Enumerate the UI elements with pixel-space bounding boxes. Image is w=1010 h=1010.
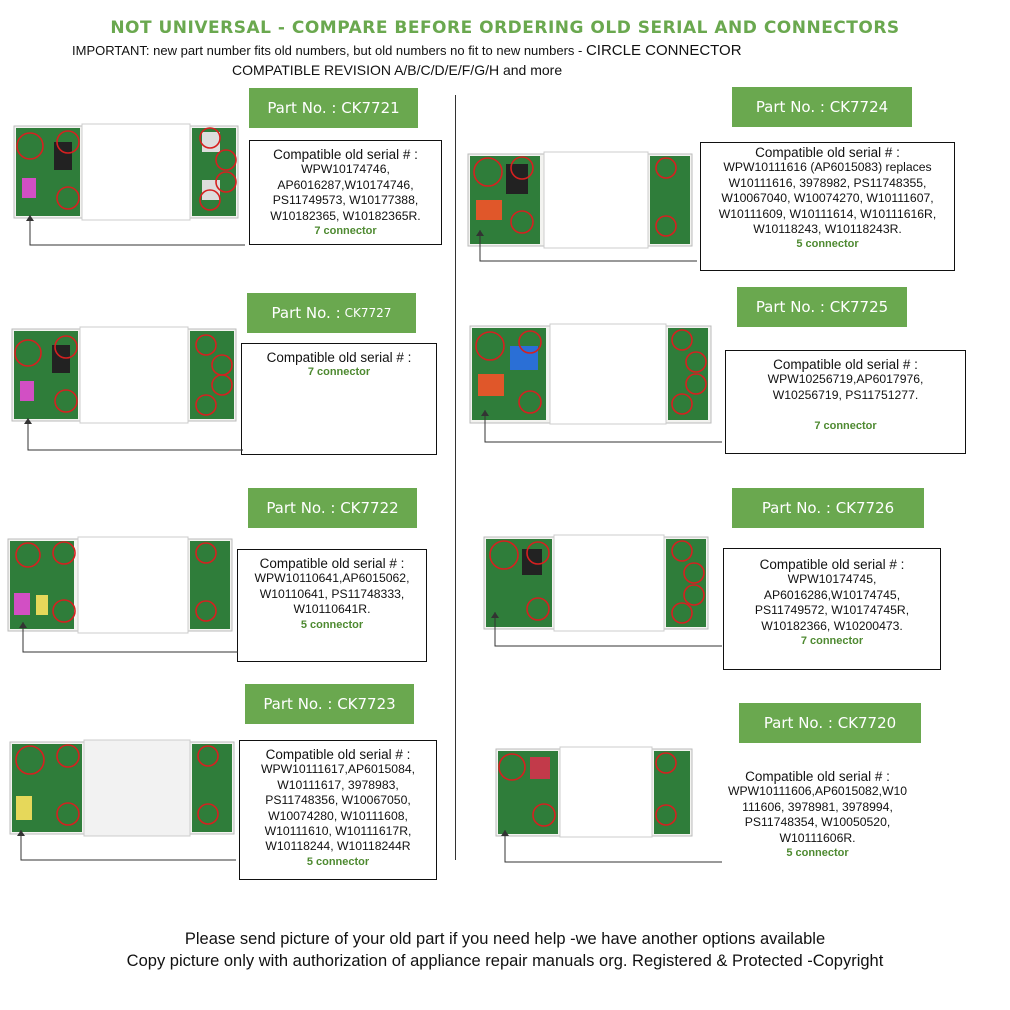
revision-note: COMPATIBLE REVISION A/B/C/D/E/F/G/H and more: [232, 62, 563, 78]
serial-box-ck7725: [725, 350, 966, 454]
serial-line: W10074280, W10111608,: [268, 808, 408, 823]
part-number-label-ck7720: [739, 703, 921, 743]
connector-count: 5 connector: [786, 847, 849, 860]
part-number-label-ck7727: [247, 293, 416, 333]
serial-line: W10111610, W10111617R,: [264, 824, 412, 839]
compat-caption: Compatible old serial # :: [759, 557, 905, 572]
serial-line: PS11748354, W10050520,: [744, 815, 891, 830]
serial-line: WPW10174745,: [787, 572, 877, 587]
serial-box-ck7723: [239, 740, 437, 880]
part-number: CK7724: [829, 98, 889, 116]
serial-line: PS11749572, W10174745R,: [754, 603, 910, 618]
serial-line: AP6016286,W10174745,: [763, 587, 901, 602]
part-label: Part No. :: [755, 298, 825, 316]
serial-line: 111606, 3978981, 3978994,: [742, 799, 893, 814]
serial-line: W10110641, PS11748333,: [259, 586, 405, 601]
part-label: Part No. :: [267, 99, 337, 117]
compat-caption: Compatible old serial # :: [266, 350, 412, 365]
connector-count: 5 connector: [306, 855, 370, 868]
compat-caption: Compatible old serial # :: [755, 145, 900, 160]
serial-line: WPW10111606,AP6015082,W10: [727, 784, 908, 799]
control-board-image-ck7727: [10, 325, 238, 425]
leader-line: [25, 215, 250, 250]
compat-caption: Compatible old serial # :: [259, 556, 405, 571]
headline: NOT UNIVERSAL - COMPARE BEFORE ORDERING OLD SERIAL AND CONNECTORS: [110, 18, 900, 38]
part-number-label-ck7726: [732, 488, 924, 528]
serial-box-ck7727: [241, 343, 437, 455]
control-board-image-ck7721: [12, 122, 240, 222]
serial-box-ck7726: [723, 548, 941, 670]
part-number: CK7720: [837, 714, 897, 732]
important-note: [72, 42, 742, 59]
serial-line: AP6016287,W10174746,: [277, 177, 414, 192]
part-label: Part No. :: [763, 714, 833, 732]
part-number-label-ck7722: [248, 488, 417, 528]
footer-line-copyright: Copy picture only with authorization of appliance repair manuals org. Registered & Protected -Copyright: [126, 952, 884, 970]
serial-box-ck7720: [715, 765, 920, 865]
part-label: Part No. :: [263, 695, 333, 713]
serial-box-ck7724: [700, 142, 955, 271]
leader-line: [475, 230, 700, 266]
connector-count: 7 connector: [800, 635, 864, 648]
compat-caption: Compatible old serial # :: [773, 357, 918, 372]
leader-line: [23, 418, 248, 454]
leader-line: [16, 830, 241, 864]
serial-line: W10182366, W10200473.: [761, 618, 903, 633]
connector-count: 7 connector: [314, 225, 377, 238]
serial-line: W10118243, W10118243R.: [753, 222, 902, 237]
part-number: CK7727: [344, 306, 392, 320]
serial-line: W10182365, W10182365R.: [270, 208, 421, 223]
part-number: CK7721: [341, 99, 400, 117]
leader-line: [490, 612, 725, 650]
part-number: CK7726: [835, 499, 895, 517]
serial-line: WPW10256719,AP6017976,: [767, 372, 924, 387]
serial-line: PS11749573, W10177388,: [272, 193, 419, 208]
part-label: Part No. :: [266, 499, 336, 517]
serial-line: W10111616, 3978982, PS11748355,: [728, 175, 927, 190]
compat-caption: Compatible old serial # :: [273, 147, 418, 162]
footer: [0, 928, 1010, 972]
serial-line: W10256719, PS11751277.: [772, 387, 919, 402]
connector-count: 7 connector: [814, 420, 877, 433]
compat-caption: Compatible old serial # :: [745, 769, 890, 784]
part-number-label-ck7721: [249, 88, 418, 128]
connector-count: 5 connector: [796, 238, 859, 251]
part-number-label-ck7724: [732, 87, 912, 127]
serial-box-ck7721: [249, 140, 442, 245]
serial-line: W10110641R.: [293, 602, 371, 617]
control-board-image-ck7720: [494, 745, 694, 840]
part-number: CK7722: [340, 499, 399, 517]
serial-line: PS11748356, W10067050,: [265, 793, 411, 808]
part-number-label-ck7723: [245, 684, 414, 724]
connector-count: 5 connector: [300, 618, 364, 631]
important-text: IMPORTANT: new part number fits old numbers, but old numbers no fit to new numbers -: [72, 43, 586, 58]
circle-connector-text: CIRCLE CONNECTOR: [585, 42, 742, 59]
part-label: Part No. :: [755, 98, 825, 116]
serial-box-ck7722: [237, 549, 427, 662]
control-board-image-ck7722: [6, 535, 234, 635]
serial-line: WPW10110641,AP6015062,: [254, 571, 410, 586]
connector-count: 7 connector: [307, 366, 371, 379]
part-label: Part No. :: [761, 499, 831, 517]
leader-line: [500, 830, 725, 866]
leader-line: [480, 410, 725, 446]
serial-line: W10111606R.: [779, 830, 856, 845]
compat-caption: Compatible old serial # :: [265, 747, 411, 762]
serial-line: WPW10174746,: [301, 162, 390, 177]
part-number-label-ck7725: [737, 287, 907, 327]
serial-line: W10067040, W10074270, W10111607,: [721, 191, 934, 206]
serial-line: W10111609, W10111614, W10111616R,: [718, 206, 937, 221]
footer-line-help: Please send picture of your old part if you need help -we have another options available: [184, 930, 826, 948]
serial-line: WPW10111617,AP6015084,: [260, 762, 416, 777]
control-board-image-ck7723: [8, 738, 236, 838]
leader-line: [18, 622, 243, 656]
part-label: Part No. :: [271, 304, 341, 322]
column-divider: [455, 95, 456, 860]
serial-line: WPW10111616 (AP6015083) replaces: [723, 160, 932, 175]
serial-line: W10111617, 3978983,: [277, 777, 399, 792]
part-number: CK7723: [337, 695, 396, 713]
serial-line: W10118244, W10118244R: [265, 839, 411, 854]
part-number: CK7725: [829, 298, 889, 316]
